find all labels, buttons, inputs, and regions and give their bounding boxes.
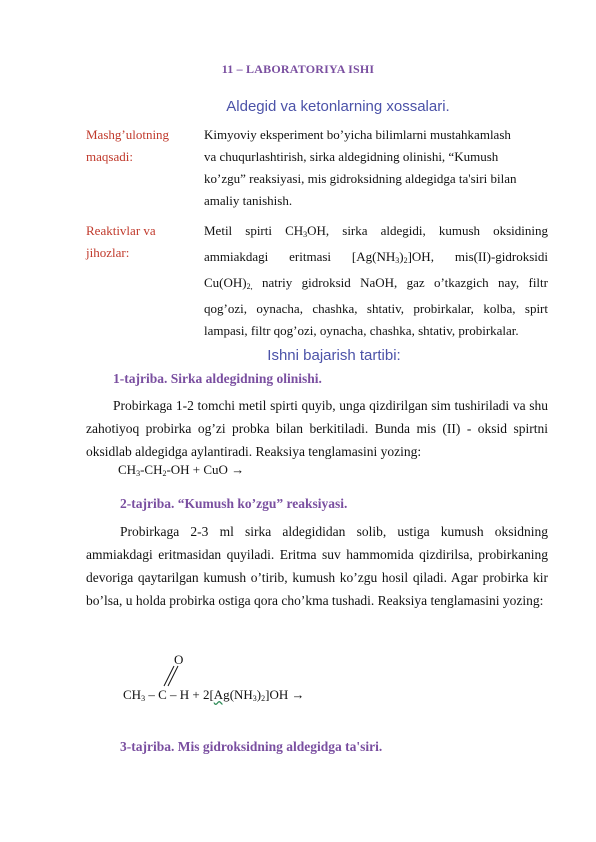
reagents-label: Reaktivlar va jihozlar:: [86, 223, 156, 260]
exp3-heading: 3-tajriba. Mis gidroksidning aldegidga ta'siri.: [120, 739, 383, 754]
exp2-formula: $CH_3 - C - H + 2[Ag(NH_3)_2]OH$ →: [123, 687, 305, 703]
exp1-formula: $CH_3-CH_2-OH$ + CuO →: [118, 462, 245, 478]
goal-label: Mashg’ulotning maqsadi:: [86, 127, 170, 164]
page-subtitle: Aldegid va ketonlarning xossalari.: [226, 98, 450, 115]
page-title: 11 – LABORATORIYA ISHI: [221, 62, 375, 76]
exp2-heading: 2-tajriba. “Kumush ko’zgu” reaksiyasi.: [120, 496, 348, 511]
oxygen-atom: O: [174, 652, 184, 667]
exp1-text: Probirkaga 1-2 tomchi metil spirti quyib, unga qizdirilgan sim tushiriladi va shu zahotiyoq probirka og’zi probka bilan berkitiladi. Bunda mis (II) - oksid spirtni oksidlab aldegidga aylantiradi. Reaksiya tenglamasini yozing:: [86, 398, 548, 459]
reagents-text: Metil spirti $CH_3OH$, sirka aldegidi, kumush oksidining ammiakdagi eritmasi $[Ag(NH_3)_2]OH$, mis(II)-gidroksidi $Cu(OH)_{2,}$ natriy gidroksid NaOH, gaz o’tkazgich nay, filtr qog’ozi, oynacha, chashka, shtativ, probirkalar, kolba, spirt lampasi, filtr qog’ozi, oynacha, chashka, shtativ, probirkalar.: [204, 223, 548, 338]
exp1-heading: 1-tajriba. Sirka aldegidning olinishi.: [113, 371, 322, 386]
procedure-title: Ishni bajarish tartibi:: [267, 347, 401, 364]
exp2-text: Probirkaga 2-3 ml sirka aldegididan solib, ustiga kumush oksidning ammiakdagi eritmasidan quyiladi. Eritma suv hammomida qizdirilsa, probirkaning devoriga qaytarilgan kumush o’tirib, kumush ko’zgu hosil qiladi. Agar probirka kir bo’lsa, u holda probirka ostiga qora cho’kma tushadi. Reaksiya tenglamasini yozing:: [86, 524, 548, 608]
double-bond-icon: [160, 664, 180, 688]
goal-text: Kimyoviy eksperiment bo’yicha bilimlarni mustahkamlash va chuqurlashtirish, sirka aldegidning olinishi, “Kumush ko’zgu” reaksiyasi, mis gidroksidning aldegidga ta'siri bilan amaliy tanishish.: [204, 127, 517, 208]
